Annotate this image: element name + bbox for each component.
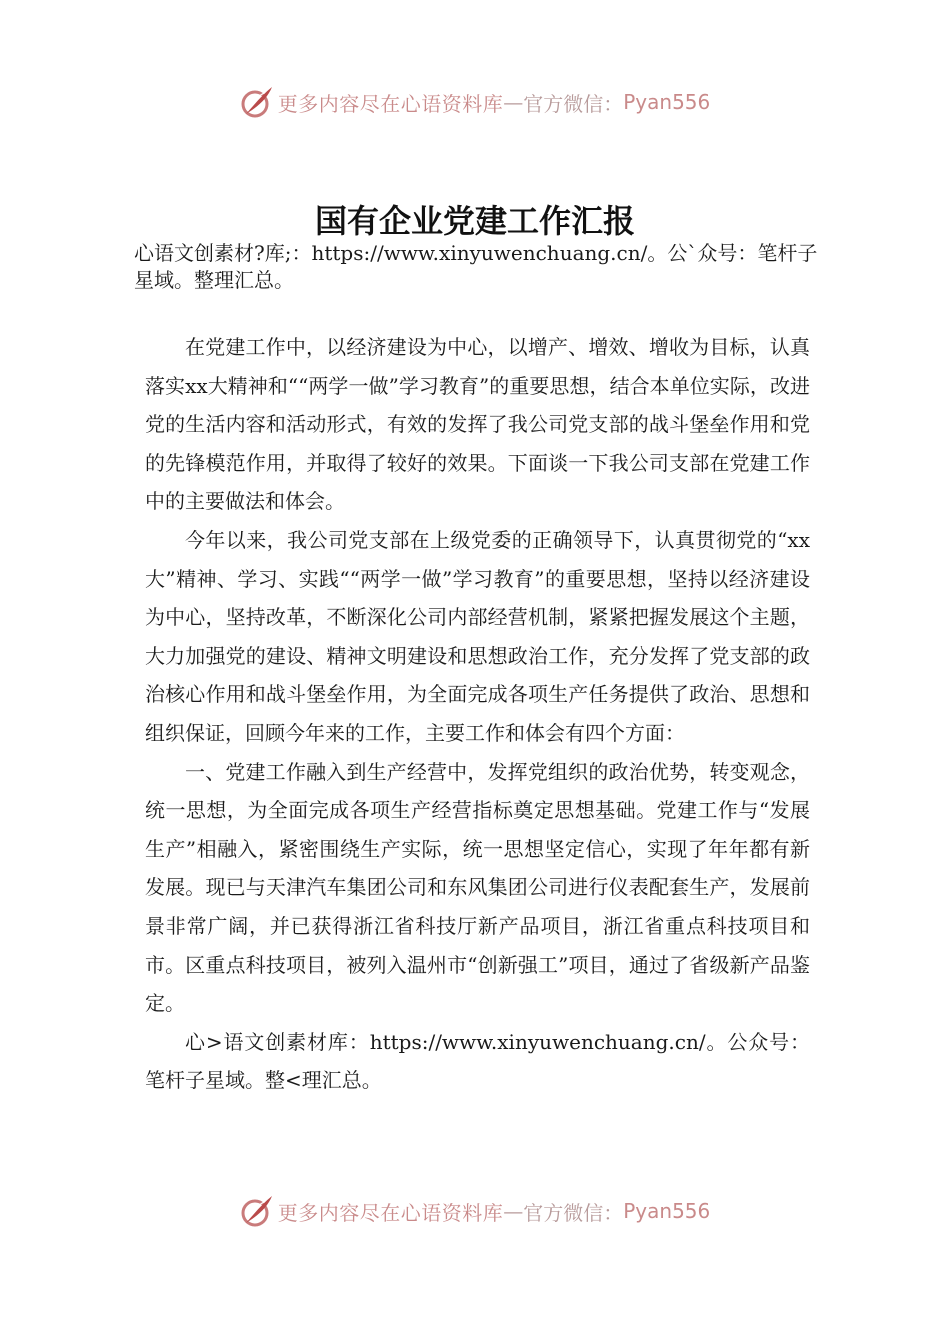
quill-logo-icon [240, 1194, 274, 1228]
banner-separator: — [503, 90, 524, 114]
footer-banner [0, 1191, 950, 1231]
banner-separator: — [503, 1199, 524, 1223]
official-wechat-label: 官方微信： [523, 91, 624, 116]
document-body [145, 328, 810, 1100]
brand-text: 更多内容尽在心语资料库 [277, 1200, 504, 1225]
brand-text: 更多内容尽在心语资料库 [277, 91, 504, 116]
quill-logo-icon [240, 85, 274, 119]
source-line: 心语文创素材?库;：https://www.xinyuwenchuang.cn/。公`众号：笔杆子星域。整理汇总。 [134, 241, 818, 292]
wechat-id: Pyan556 [623, 1199, 711, 1223]
document-title: 国有企业党建工作汇报 [314, 202, 635, 240]
official-wechat-label: 官方微信： [523, 1200, 624, 1225]
paragraph: 在党建工作中，以经济建设为中心，以增产、增效、增收为目标，认真落实xx大精神和““两学一做”学习教育”的重要思想，结合本单位实际，改进党的生活内容和活动形式，有效的发挥了我公司党支部的战斗堡垒作用和党的先锋模范作用，并取得了较好的效果。下面谈一下我公司支部在党建工作中的主要做法和体会。 [145, 335, 810, 514]
paragraph: 一、党建工作融入到生产经营中，发挥党组织的政治优势，转变观念，统一思想，为全面完成各项生产经营指标奠定思想基础。党建工作与“发展生产”相融入，紧密围绕生产实际，统一思想坚定信心，实现了年年都有新发展。现已与天津汽车集团公司和东风集团公司进行仪表配套生产，发展前景非常广阔，并已获得浙江省科技厅新产品项目，浙江省重点科技项目和市。区重点科技项目，被列入温州市“创新强工”项目，通过了省级新产品鉴定。 [145, 759, 810, 1016]
wechat-id: Pyan556 [623, 90, 711, 114]
footer-note: 心>语文创素材库：https://www.xinyuwenchuang.cn/。公众号：笔杆子星域。整<理汇总。 [145, 1029, 810, 1093]
paragraph: 今年以来，我公司党支部在上级党委的正确领导下，认真贯彻党的“xx大”精神、学习、实践““两学一做”学习教育”的重要思想，坚持以经济建设为中心，坚持改革，不断深化公司内部经营机制，紧紧把握发展这个主题，大力加强党的建设、精神文明建设和思想政治工作，充分发挥了党支部的政治核心作用和战斗堡垒作用，为全面完成各项生产任务提供了政治、思想和组织保证，回顾今年来的工作，主要工作和体会有四个方面： [145, 527, 810, 745]
header-banner [0, 82, 950, 122]
